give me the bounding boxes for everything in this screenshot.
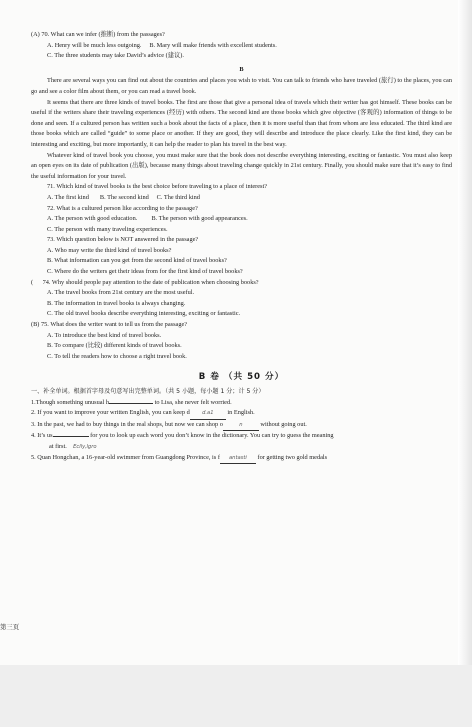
question-72: 72. What is a cultured person like according to the passage?	[47, 204, 198, 212]
option-b: B. What information can you get from the second kind of travel books?	[47, 257, 227, 265]
option-c: C. The three students may take David’s advice (建议).	[47, 52, 184, 60]
option-a: A. To introduce the best kind of travel books.	[47, 331, 162, 339]
answer-blank	[220, 453, 256, 465]
page-edge-shadow	[458, 0, 472, 727]
answer-blank	[53, 436, 89, 437]
question-stem: 75. What does the writer want to tell us from the passage?	[40, 321, 188, 329]
item-text-before: 4. It’s us	[31, 432, 53, 440]
question-74	[31, 278, 452, 289]
item-text-after: without going out.	[258, 420, 307, 428]
option-a: A. The first kind	[47, 193, 89, 201]
question-73: 73. Which question below is NOT answered in the passage?	[47, 236, 199, 244]
item-text-before: 1.Though something unusual h	[31, 398, 110, 406]
answer-blank	[109, 403, 153, 404]
question-75	[31, 320, 452, 331]
section-title: B 卷 （共 50 分）	[198, 372, 285, 383]
fill-item-1	[31, 398, 452, 409]
answer-blank	[223, 420, 259, 432]
fill-item-4-continued	[31, 442, 452, 453]
passage-paragraph-3: Whatever kind of travel book you choose, you must make sure that the book does not describe everything interesting, exciting or fantastic. You must also keep an open eyes on its date of publication (出版), because many things about traveling change quickly in 21st century. Finally, you should make sure that it’s easy to find the useful information for your travel.	[31, 151, 452, 180]
option-a: A. Who may write the third kind of travel books?	[47, 246, 172, 254]
passage-heading: B	[239, 65, 244, 73]
option-b: B. To compare (比较) different kinds of travel books.	[47, 342, 182, 350]
exam-content	[31, 30, 452, 464]
fill-item-5	[31, 453, 452, 465]
fill-item-4	[31, 431, 452, 442]
item-text-before: at first.	[49, 442, 67, 450]
item-text-after: in English.	[225, 409, 255, 417]
option-a: A. The person with good education.	[47, 215, 138, 223]
passage-paragraph-1: There are several ways you can find out about the countries and places you wish to visit. You can talk to friends who have traveled (旅行) to the places, you can go and see a color film about them, or you can read a travel book.	[31, 77, 452, 95]
answer-mark: (A)	[31, 31, 40, 38]
page-number: 第三页	[0, 623, 20, 631]
option-row	[31, 214, 452, 225]
option-a: A. The travel books from 21st century are the most useful.	[47, 289, 195, 297]
option-b: B. The information in travel books is always changing.	[47, 299, 186, 307]
option-c: C. To tell the readers how to choose a right travel book.	[47, 352, 187, 360]
question-stem: 74. Why should people pay attention to the date of publication when choosing books?	[42, 278, 259, 286]
page-bottom-margin	[0, 665, 472, 727]
item-text-after: for you to look up each word you don’t know in the dictionary. You can try to guess the meaning	[88, 432, 334, 440]
question-71: 71. Which kind of travel books is the best choice before traveling to a place of interest?	[47, 183, 268, 191]
fill-item-2	[31, 408, 452, 420]
answer-mark: (B)	[31, 321, 40, 329]
item-text-after: for getting two gold medals	[255, 453, 328, 461]
item-text-before: 5. Quan Hongchan, a 16-year-old swimmer from Guangdong Province, is f	[31, 453, 220, 461]
option-c: C. Where do the writers get their ideas from for the first kind of travel books?	[47, 268, 243, 276]
question-70	[31, 30, 452, 41]
question-stem: 70. What can we infer (推断) from the passages?	[41, 31, 165, 38]
option-b: B. The second kind	[99, 193, 149, 201]
option-row	[31, 41, 452, 52]
passage-paragraph-2: It seems that there are three kinds of travel books. The first are those that give a personal idea of travels which their writer has got himself. These books can be useful if the writers share their traveling experiences (经历) with others. The second kind are those books which give objective (客观的) information of things to be done and seen. If a cultured person has written such a book about the facts of a place, then it is more useful than that from whom are less educated. The third kind are those books which are called “guide” to some place or another. If they are good, they will describe and introduce the place clearly. Like the first kind, they can be interesting and exciting, but more importantly, it can help the reader to plan his travel in the best way.	[31, 98, 452, 148]
answer-blank	[190, 408, 226, 420]
option-c: C. The third kind	[156, 193, 200, 201]
item-text-before: 3. In the past, we had to buy things in the real shops, but now we can shop o	[31, 420, 223, 428]
handwritten-answer: n	[239, 421, 243, 428]
fill-item-3	[31, 420, 452, 432]
handwritten-answer: antasti	[228, 454, 247, 461]
option-b: B. Mary will make friends with excellent students.	[149, 41, 277, 49]
section-instruction: 一、补全单词。根据首字母及句意写出完整单词。（共 5 小题，每小题 1 分；计 5 分）	[31, 388, 265, 395]
handwritten-answer: d.a1	[202, 410, 214, 417]
answer-mark: (	[31, 278, 34, 286]
item-text-after: to Lisa, she never felt worried.	[153, 398, 232, 406]
option-row	[31, 193, 452, 204]
option-b: B. The person with good appearances.	[151, 215, 248, 223]
item-text-before: 2. If you want to improve your written English, you can keep d	[31, 409, 190, 417]
option-c: C. The person with many traveling experiences.	[47, 225, 168, 233]
option-a: A. Henry will be much less outgoing.	[47, 41, 142, 49]
option-c: C. The old travel books describe everything interesting, exciting or fantastic.	[47, 310, 241, 318]
handwritten-note: Eclly,lgro	[73, 443, 97, 450]
